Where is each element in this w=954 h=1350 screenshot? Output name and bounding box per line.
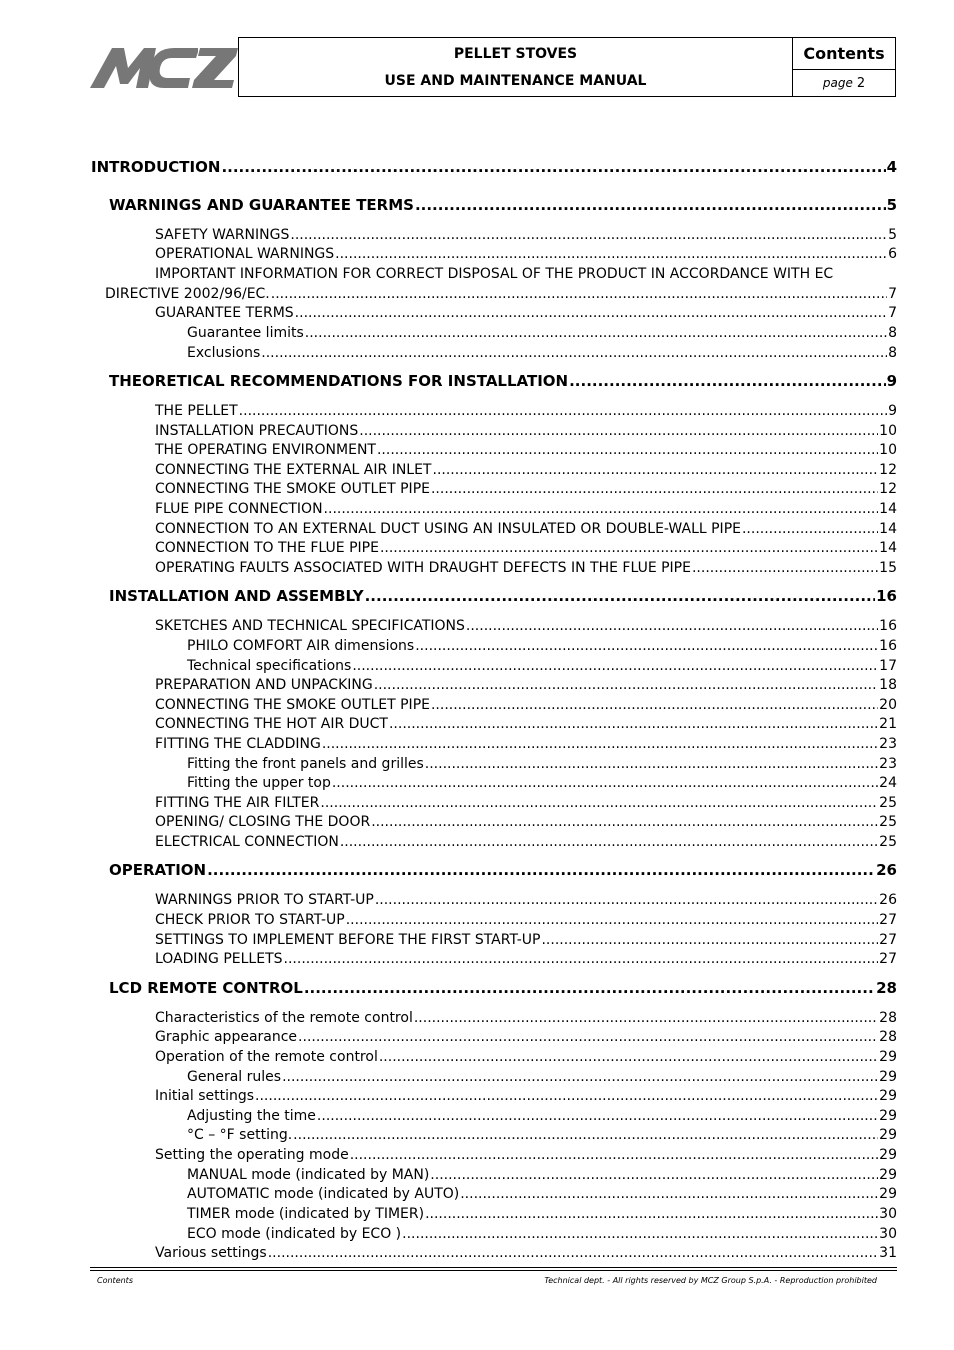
toc-entry[interactable]: OPERATION ..... 26 bbox=[109, 861, 897, 879]
toc-entry[interactable]: CONNECTION TO AN EXTERNAL DUCT USING AN INSULATED OR DOUBLE-WALL PIPE ..... 14 bbox=[155, 520, 897, 538]
toc-entry[interactable]: OPERATING FAULTS ASSOCIATED WITH DRAUGHT DEFECTS IN THE FLUE PIPE ..... 15 bbox=[155, 559, 897, 577]
footer-section: Contents bbox=[97, 1276, 133, 1285]
toc-entry[interactable]: PREPARATION AND UNPACKING ..... 18 bbox=[155, 676, 897, 694]
toc-entry[interactable]: THEORETICAL RECOMMENDATIONS FOR INSTALLATION ..... 9 bbox=[109, 372, 897, 390]
header-title-line2: USE AND MAINTENANCE MANUAL bbox=[384, 72, 647, 89]
toc-entry[interactable]: INSTALLATION AND ASSEMBLY ..... 16 bbox=[109, 587, 897, 605]
toc-entry[interactable]: SETTINGS TO IMPLEMENT BEFORE THE FIRST START-UP ..... 27 bbox=[155, 931, 897, 949]
toc-entry[interactable]: WARNINGS PRIOR TO START-UP ..... 26 bbox=[155, 891, 897, 909]
section-name: Contents bbox=[793, 38, 895, 70]
toc-entry[interactable]: °C – °F setting. ..... 29 bbox=[187, 1126, 897, 1144]
toc-entry[interactable]: LOADING PELLETS ..... 27 bbox=[155, 950, 897, 968]
toc-entry[interactable]: Graphic appearance ..... 28 bbox=[155, 1028, 897, 1046]
header-title bbox=[239, 38, 792, 96]
page-number: 2 bbox=[856, 75, 866, 91]
toc-entry[interactable]: Guarantee limits ..... 8 bbox=[187, 324, 897, 342]
header-box bbox=[238, 37, 896, 97]
footer-copyright: Technical dept. - All rights reserved by MCZ Group S.p.A. - Reproduction prohibited bbox=[544, 1276, 877, 1285]
toc-entry[interactable]: Characteristics of the remote control ..... 28 bbox=[155, 1009, 897, 1027]
toc-entry[interactable]: Various settings ..... 31 bbox=[155, 1244, 897, 1262]
toc-entry[interactable]: DIRECTIVE 2002/96/EC. ..... 7 bbox=[105, 285, 897, 303]
mcz-logo bbox=[88, 44, 238, 90]
toc-entry[interactable]: FLUE PIPE CONNECTION ..... 14 bbox=[155, 500, 897, 518]
toc-entry[interactable]: Operation of the remote control ..... 29 bbox=[155, 1048, 897, 1066]
toc-entry[interactable]: MANUAL mode (indicated by MAN) ..... 29 bbox=[187, 1166, 897, 1184]
toc-entry[interactable]: ELECTRICAL CONNECTION ..... 25 bbox=[155, 833, 897, 851]
toc-entry[interactable]: THE PELLET ..... 9 bbox=[155, 402, 897, 420]
toc-entry[interactable]: FITTING THE AIR FILTER ..... 25 bbox=[155, 794, 897, 812]
toc-entry[interactable]: TIMER mode (indicated by TIMER) ..... 30 bbox=[187, 1205, 897, 1223]
header-title-line1: PELLET STOVES bbox=[453, 45, 578, 62]
toc-entry[interactable]: GUARANTEE TERMS ..... 7 bbox=[155, 304, 897, 322]
toc-entry[interactable]: AUTOMATIC mode (indicated by AUTO) ..... 29 bbox=[187, 1185, 897, 1203]
toc-entry[interactable]: SAFETY WARNINGS ..... 5 bbox=[155, 226, 897, 244]
toc-entry-wrapped[interactable]: IMPORTANT INFORMATION FOR CORRECT DISPOSAL OF THE PRODUCT IN ACCORDANCE WITH EC bbox=[155, 266, 834, 282]
toc-entry[interactable]: CONNECTING THE HOT AIR DUCT ..... 21 bbox=[155, 715, 897, 733]
toc-entry[interactable]: CONNECTION TO THE FLUE PIPE ..... 14 bbox=[155, 539, 897, 557]
toc-entry[interactable]: THE OPERATING ENVIRONMENT ..... 10 bbox=[155, 441, 897, 459]
page-label: page bbox=[822, 76, 853, 90]
toc-entry[interactable]: CONNECTING THE SMOKE OUTLET PIPE ..... 12 bbox=[155, 480, 897, 498]
toc-entry[interactable]: ECO mode (indicated by ECO ) ..... 30 bbox=[187, 1225, 897, 1243]
toc-entry[interactable]: CHECK PRIOR TO START-UP ..... 27 bbox=[155, 911, 897, 929]
page-indicator bbox=[793, 70, 895, 96]
toc-entry[interactable]: SKETCHES AND TECHNICAL SPECIFICATIONS ..... 16 bbox=[155, 617, 897, 635]
toc-entry[interactable]: CONNECTING THE EXTERNAL AIR INLET ..... 12 bbox=[155, 461, 897, 479]
toc-entry[interactable]: OPENING/ CLOSING THE DOOR ..... 25 bbox=[155, 813, 897, 831]
toc-entry[interactable]: General rules ..... 29 bbox=[187, 1068, 897, 1086]
toc-entry[interactable]: Setting the operating mode ..... 29 bbox=[155, 1146, 897, 1164]
footer-divider bbox=[90, 1270, 897, 1271]
toc-entry[interactable]: Fitting the front panels and grilles ..... 23 bbox=[187, 755, 897, 773]
toc-entry[interactable]: WARNINGS AND GUARANTEE TERMS ..... 5 bbox=[109, 196, 897, 214]
toc-entry[interactable]: FITTING THE CLADDING ..... 23 bbox=[155, 735, 897, 753]
toc-entry[interactable]: Fitting the upper top ..... 24 bbox=[187, 774, 897, 792]
footer-divider bbox=[90, 1267, 897, 1268]
toc-entry[interactable]: INSTALLATION PRECAUTIONS ..... 10 bbox=[155, 422, 897, 440]
toc-entry[interactable]: CONNECTING THE SMOKE OUTLET PIPE ..... 20 bbox=[155, 696, 897, 714]
toc-entry[interactable]: INTRODUCTION ..... 4 bbox=[91, 158, 897, 176]
toc-entry[interactable]: PHILO COMFORT AIR dimensions ..... 16 bbox=[187, 637, 897, 655]
toc-entry[interactable]: LCD REMOTE CONTROL ..... 28 bbox=[109, 979, 897, 997]
toc-entry[interactable]: Technical specifications ..... 17 bbox=[187, 657, 897, 675]
toc-entry[interactable]: Initial settings ..... 29 bbox=[155, 1087, 897, 1105]
toc-entry[interactable]: Exclusions ..... 8 bbox=[187, 344, 897, 362]
header-section bbox=[792, 38, 895, 96]
toc-entry[interactable]: OPERATIONAL WARNINGS ..... 6 bbox=[155, 245, 897, 263]
toc-entry[interactable]: Adjusting the time ..... 29 bbox=[187, 1107, 897, 1125]
